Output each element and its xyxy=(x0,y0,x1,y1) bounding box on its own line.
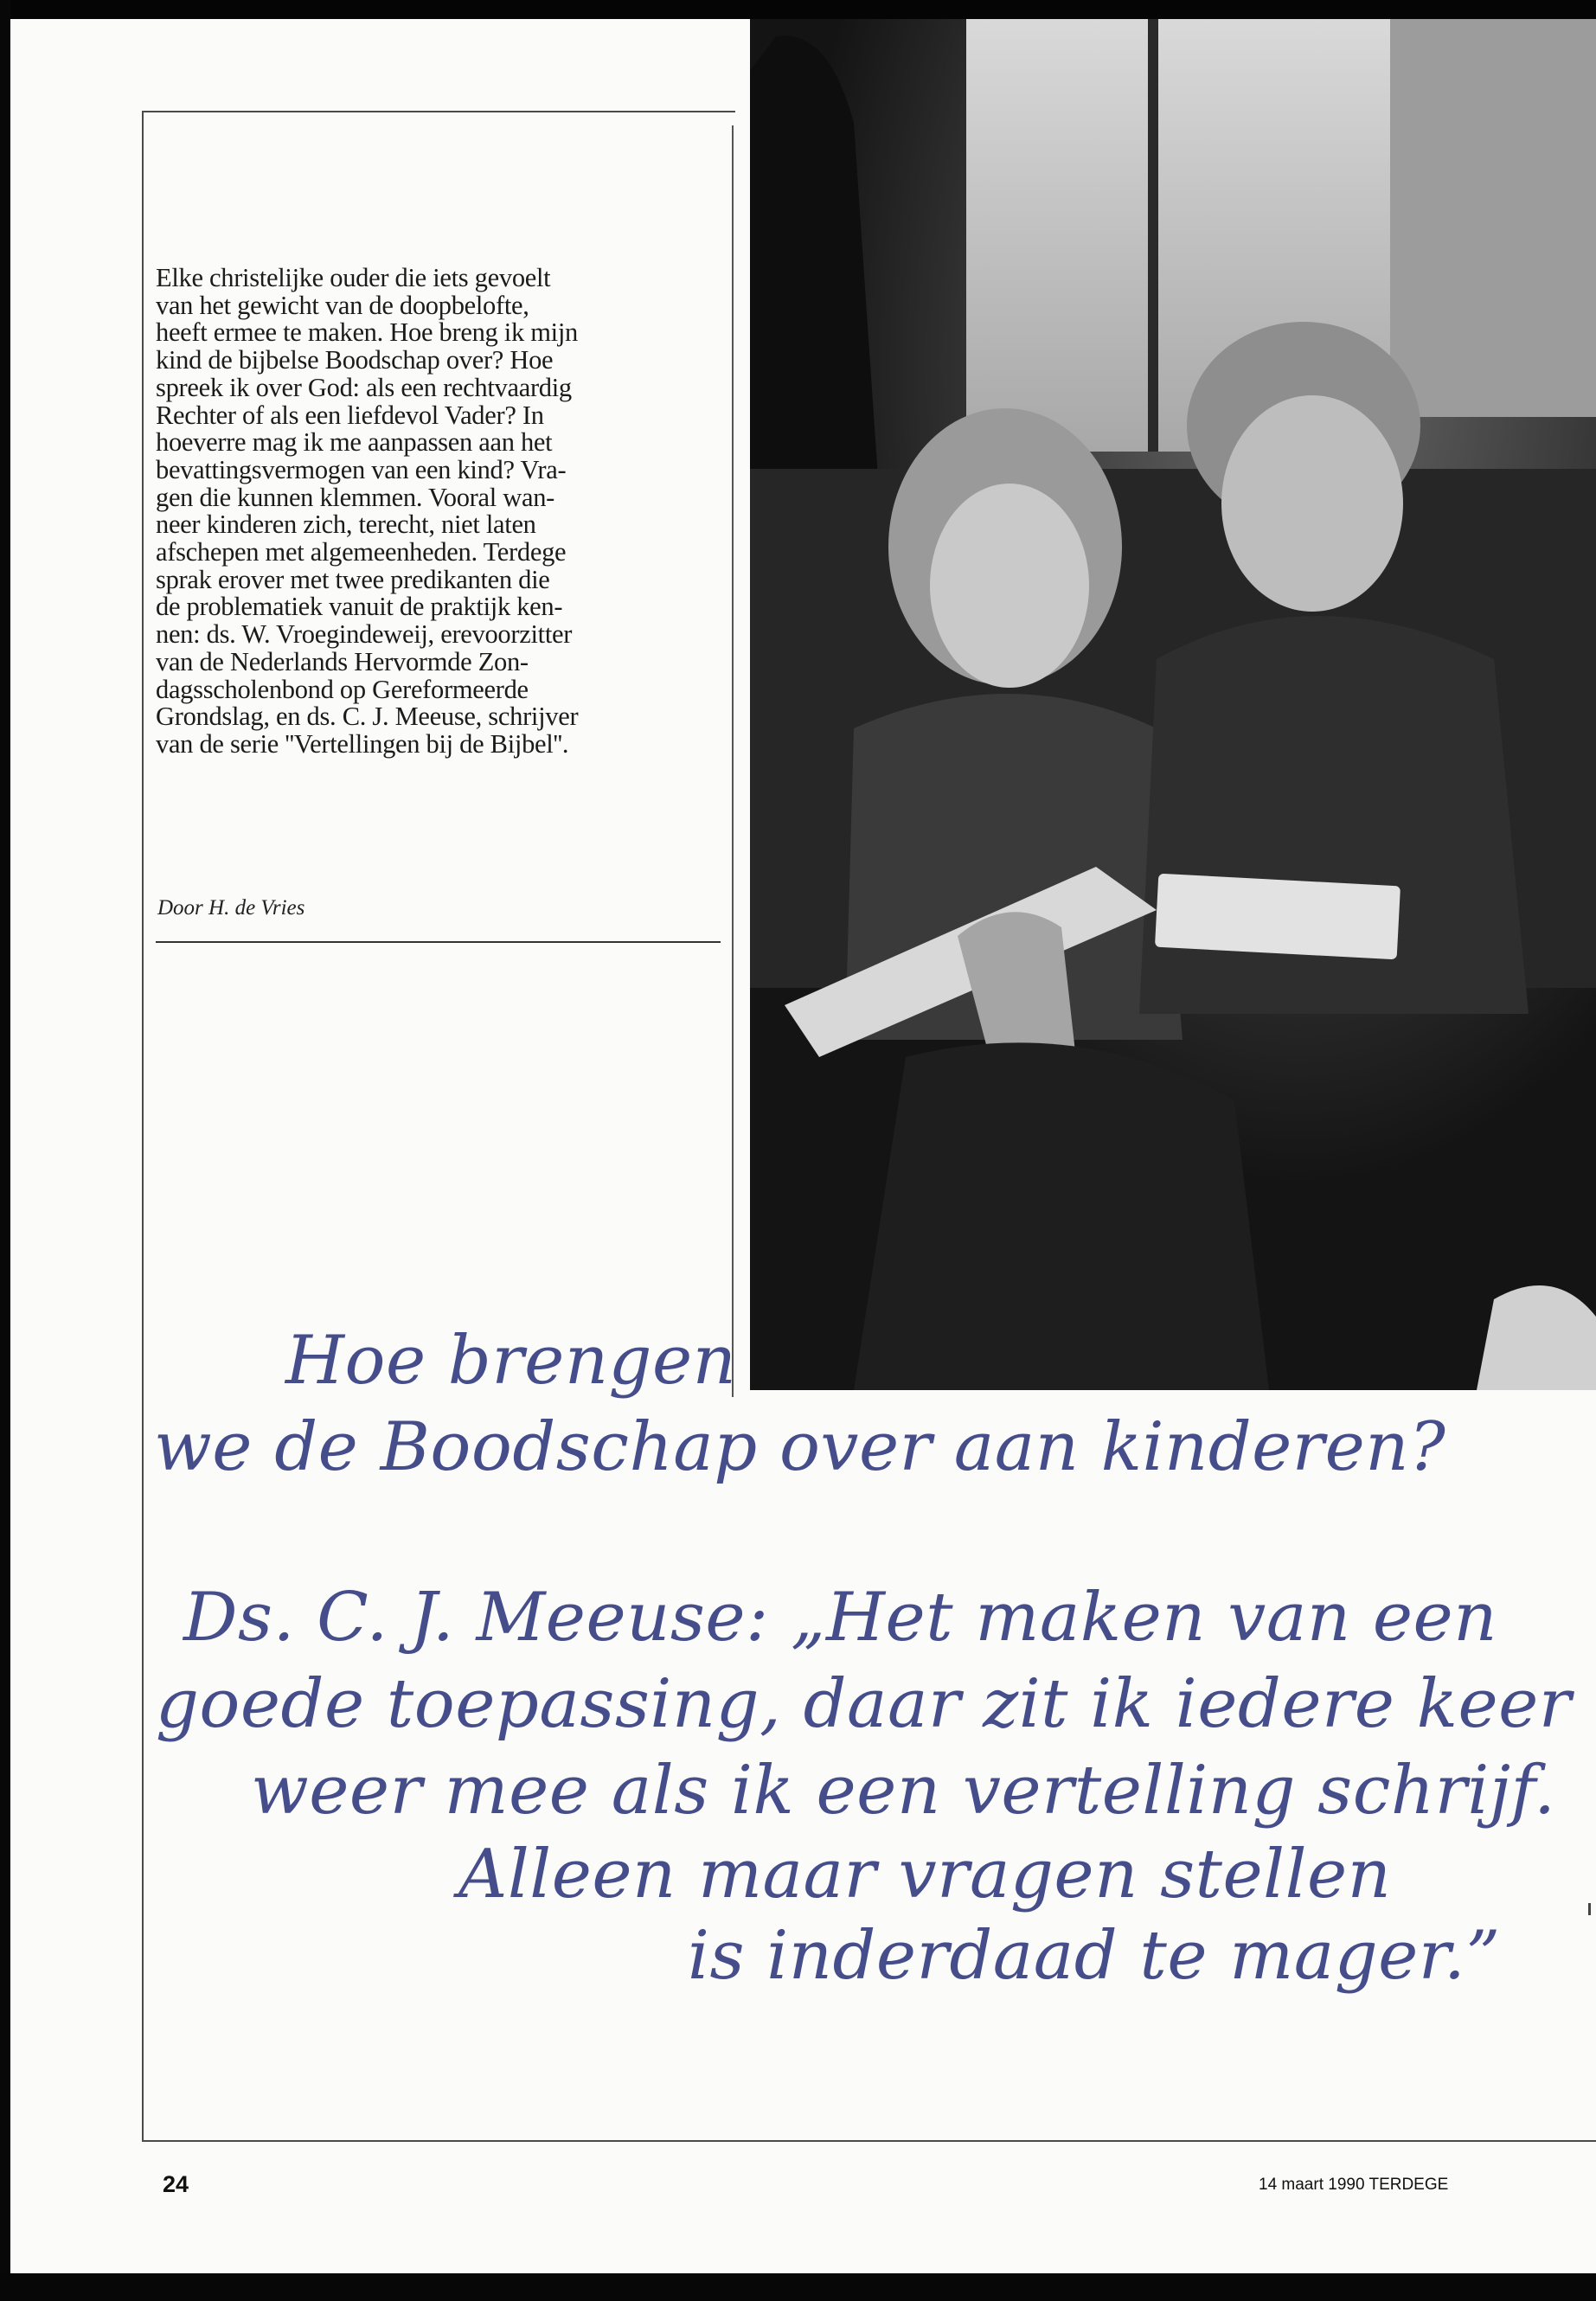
column-divider xyxy=(732,125,734,1397)
frame-rule-bottom xyxy=(142,2140,1596,2142)
intro-line: spreek ik over God: als een rechtvaardig xyxy=(156,372,572,402)
headline-line-2: we de Boodschap over aan kinderen? xyxy=(154,1408,1446,1486)
photo-illustration xyxy=(750,19,1596,1390)
intro-line: gen die kunnen klemmen. Vooral wan- xyxy=(156,482,555,512)
frame-rule-left xyxy=(142,111,144,2142)
foot xyxy=(1477,1285,1596,1390)
page-number: 24 xyxy=(163,2171,189,2197)
boy-face xyxy=(1221,395,1403,612)
intro-rule xyxy=(156,941,721,943)
window-frame xyxy=(1148,19,1158,452)
intro-line: sprak erover met twee predikanten die xyxy=(156,564,550,594)
byline: Door H. de Vries xyxy=(157,896,305,920)
footer-date-publication: 14 maart 1990 TERDEGE xyxy=(1259,2176,1449,2194)
intro-line: kind de bijbelse Boodschap over? Hoe xyxy=(156,345,554,375)
intro-line: dagsscholenbond op Gereformeerde xyxy=(156,674,529,704)
intro-line: van de Nederlands Hervormde Zon- xyxy=(156,646,529,676)
intro-line: Rechter of als een liefdevol Vader? In xyxy=(156,400,544,430)
print-mark xyxy=(1588,1903,1591,1915)
pull-quote-line-4: Alleen maar vragen stellen xyxy=(458,1836,1392,1913)
intro-line: Elke christelijke ouder die iets gevoelt xyxy=(156,263,551,292)
intro-line: Grondslag, en ds. C. J. Meeuse, schrijver xyxy=(156,702,579,732)
intro-line: van de serie ''Vertellingen bij de Bijbel''. xyxy=(156,728,569,759)
intro-line: bevattingsvermogen van een kind? Vra- xyxy=(156,454,567,484)
stack-of-books xyxy=(1155,874,1401,960)
photo-children-reading xyxy=(750,19,1596,1390)
headline-line-1: Hoe brengen xyxy=(285,1322,737,1400)
intro-line: neer kinderen zich, terecht, niet laten xyxy=(156,510,536,540)
scan-edge-left xyxy=(0,0,10,2301)
intro-paragraph xyxy=(156,265,709,759)
intro-line: van het gewicht van de doopbelofte, xyxy=(156,290,529,320)
legs xyxy=(854,1042,1269,1390)
intro-line: afschepen met algemeenheden. Terdege xyxy=(156,537,567,567)
pull-quote-line-5: is inderdaad te mager.” xyxy=(688,1917,1501,1995)
intro-line: hoeverre mag ik me aanpassen aan het xyxy=(156,427,553,458)
frame-rule-top xyxy=(143,111,735,112)
wall xyxy=(1390,19,1596,417)
pull-quote-line-3: weer mee als ik een vertelling schrijf. xyxy=(251,1752,1556,1830)
girl-face xyxy=(930,484,1089,688)
intro-line: heeft ermee te maken. Hoe breng ik mijn xyxy=(156,317,578,348)
scan-edge-top xyxy=(0,0,1596,19)
intro-line: nen: ds. W. Vroegindeweij, erevoorzitter xyxy=(156,619,573,650)
pull-quote-line-2: goede toepassing, daar zit ik iedere keer xyxy=(156,1665,1572,1743)
scan-edge-bottom xyxy=(0,2273,1596,2301)
intro-line: de problematiek vanuit de praktijk ken- xyxy=(156,592,563,622)
pull-quote-line-1: Ds. C. J. Meeuse: „Het maken van een xyxy=(183,1579,1497,1657)
